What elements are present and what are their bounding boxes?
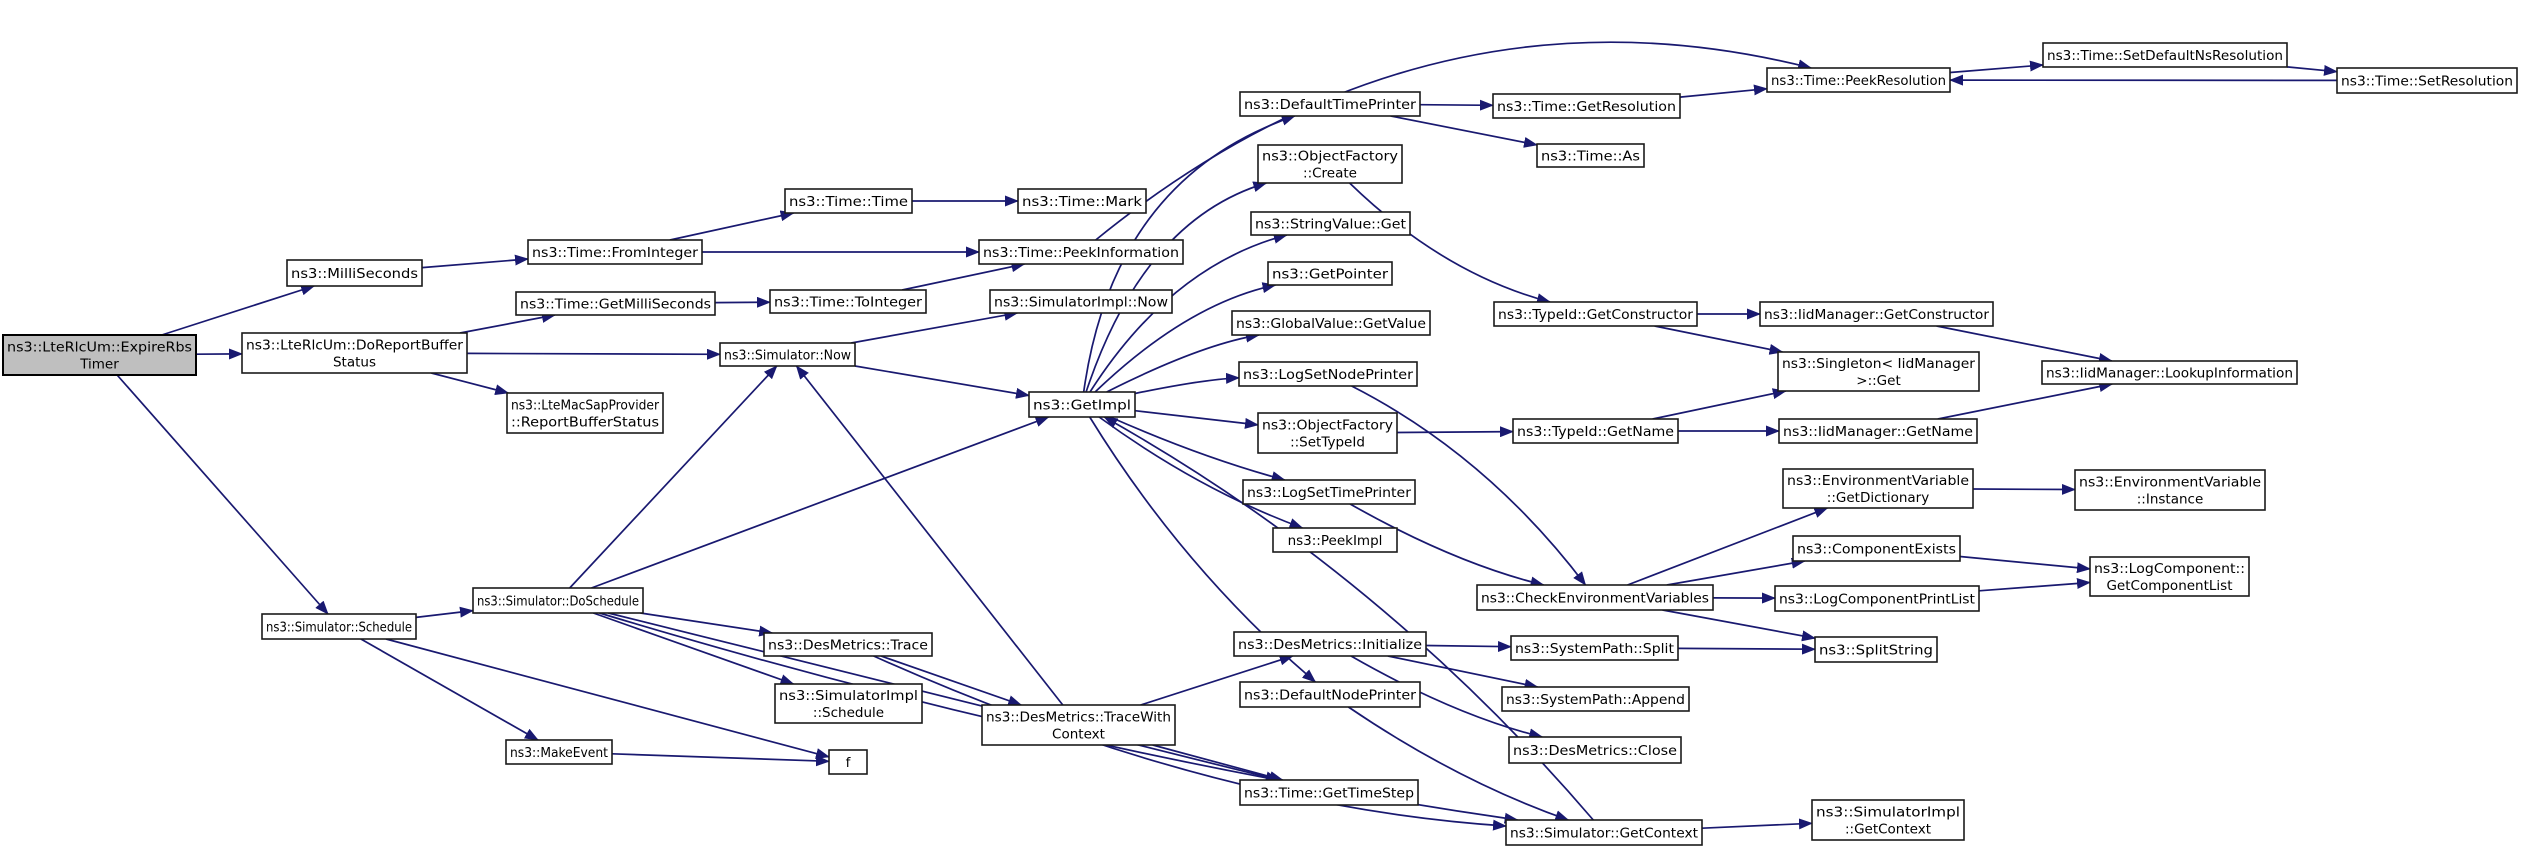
node-label: ns3::ComponentExists xyxy=(1797,541,1956,558)
node-globalvalue[interactable] xyxy=(1232,311,1430,335)
edge-envdict-envinstance xyxy=(1973,489,2075,490)
edge-initialize-syssplit xyxy=(1426,646,1511,647)
edge-simgetctx-simimplgetctx xyxy=(1702,823,1812,828)
edge-getimpl-offsettypeid xyxy=(1135,411,1258,425)
edge-checkenv-splitstring xyxy=(1663,610,1816,638)
node-checkenv[interactable] xyxy=(1477,585,1713,610)
node-getms[interactable] xyxy=(516,292,715,315)
node-f[interactable] xyxy=(829,750,867,774)
edge-makeevent-f xyxy=(612,754,829,762)
node-label: f xyxy=(845,754,851,771)
edge-doreport-reportbuffer xyxy=(431,373,508,393)
node-label: ::ReportBufferStatus xyxy=(511,414,659,431)
node-envdict[interactable] xyxy=(1783,469,1973,508)
node-label: ns3::Simulator::GetContext xyxy=(1510,825,1698,842)
node-simimplgetctx[interactable] xyxy=(1812,800,1964,840)
node-label: ns3::LogComponentPrintList xyxy=(1779,591,1975,608)
node-label: Context xyxy=(1052,726,1105,743)
node-label: ns3::Time::FromInteger xyxy=(532,244,699,261)
node-sysappend[interactable] xyxy=(1502,687,1689,711)
node-simgetctx[interactable] xyxy=(1506,820,1702,845)
node-label: ns3::Time::Time xyxy=(789,193,908,210)
node-envinstance[interactable] xyxy=(2075,470,2265,510)
node-label: ns3::EnvironmentVariable xyxy=(2079,474,2261,491)
node-label: ns3::Time::GetTimeStep xyxy=(1244,785,1414,802)
edge-typeidgetname-singletonget xyxy=(1653,391,1786,419)
node-label: ns3::DesMetrics::Initialize xyxy=(1238,636,1422,653)
node-getpointer[interactable] xyxy=(1268,262,1392,285)
node-getimpl[interactable] xyxy=(1029,392,1135,417)
edge-getimpl-logsetnode xyxy=(1135,378,1239,394)
node-label: >::Get xyxy=(1856,372,1901,389)
node-label: ::GetDictionary xyxy=(1826,489,1930,506)
node-label: Status xyxy=(332,354,377,371)
node-label: ns3::DefaultNodePrinter xyxy=(1244,687,1417,704)
node-label: ns3::LogSetTimePrinter xyxy=(1247,484,1412,501)
node-label: ns3::Time::PeekInformation xyxy=(983,244,1179,261)
node-iidgetname[interactable] xyxy=(1779,419,1977,443)
node-label: ns3::CheckEnvironmentVariables xyxy=(1481,590,1709,607)
node-label: ns3::Time::Mark xyxy=(1022,193,1143,210)
edge-schedule-doschedule xyxy=(416,611,473,618)
node-lookupinfo[interactable] xyxy=(2042,361,2297,384)
node-label: ns3::Singleton< IidManager xyxy=(1782,355,1976,372)
node-syssplit[interactable] xyxy=(1511,636,1678,660)
node-label: ns3::DesMetrics::Trace xyxy=(768,637,928,654)
node-logcomplist[interactable] xyxy=(2090,557,2249,596)
node-label: ns3::DefaultTimePrinter xyxy=(1244,96,1417,113)
node-label: ns3::SimulatorImpl xyxy=(779,687,918,704)
node-tracewc[interactable] xyxy=(982,705,1175,745)
edge-doreport-simnow xyxy=(467,353,720,354)
node-frominteger[interactable] xyxy=(528,240,702,264)
node-label: ns3::Time::As xyxy=(1541,148,1640,165)
nodes xyxy=(3,43,2517,845)
node-singletonget[interactable] xyxy=(1778,352,1979,391)
node-label: ns3::TypeId::GetConstructor xyxy=(1498,306,1694,323)
edge-schedule-makeevent xyxy=(361,639,538,740)
node-logsettime[interactable] xyxy=(1243,480,1415,504)
node-label: ns3::LteRlcUm::ExpireRbs xyxy=(7,339,193,356)
edges xyxy=(117,42,2337,828)
edge-getres-peekres xyxy=(1680,89,1767,97)
edge-logcompprint-logcomplist xyxy=(1979,583,2090,591)
node-logsetnode[interactable] xyxy=(1239,362,1417,386)
node-splitstring[interactable] xyxy=(1815,637,1937,662)
node-label: ns3::GetImpl xyxy=(1033,397,1131,414)
node-label: ::Schedule xyxy=(812,704,885,721)
node-timemark[interactable] xyxy=(1018,189,1146,213)
edge-checkenv-compexists xyxy=(1667,561,1805,585)
edge-simnow-getimpl xyxy=(855,366,1029,396)
node-initialize[interactable] xyxy=(1234,632,1426,656)
node-label: ns3::Time::PeekResolution xyxy=(1771,72,1946,89)
node-getres[interactable] xyxy=(1493,94,1680,118)
node-label: ns3::StringValue::Get xyxy=(1255,216,1406,233)
edge-peekinfo-peekres xyxy=(1096,42,1811,240)
node-label: ns3::LteRlcUm::DoReportBuffer xyxy=(246,337,464,354)
edge-peekres-setdefns xyxy=(1950,65,2043,73)
node-peekres[interactable] xyxy=(1767,68,1950,92)
node-typeidgetctor[interactable] xyxy=(1494,302,1697,326)
node-label: ns3::TypeId::GetName xyxy=(1517,423,1674,440)
node-defaulttime[interactable] xyxy=(1240,92,1420,116)
node-desclose[interactable] xyxy=(1509,737,1681,763)
edge-milliseconds-frominteger xyxy=(422,259,528,268)
node-label: GetComponentList xyxy=(2106,577,2233,594)
node-iidgetctor[interactable] xyxy=(1760,302,1993,326)
node-logcompprint[interactable] xyxy=(1775,586,1979,611)
edge-setdefns-setres xyxy=(2287,67,2337,72)
node-label: ns3::LogComponent:: xyxy=(2094,560,2245,577)
node-simimplsched[interactable] xyxy=(775,684,922,723)
node-label: ::Create xyxy=(1303,165,1357,182)
node-label: ::SetTypeId xyxy=(1290,434,1365,451)
node-label: ns3::SimulatorImpl::Now xyxy=(994,294,1168,311)
node-doschedule[interactable] xyxy=(473,588,643,613)
node-gettimestep[interactable] xyxy=(1240,780,1418,805)
node-compexists[interactable] xyxy=(1793,536,1960,561)
node-label: ns3::Time::ToInteger xyxy=(774,294,923,311)
edge-defaulttime-timeas xyxy=(1391,116,1537,145)
node-offcreate[interactable] xyxy=(1258,145,1402,183)
node-label: ns3::Time::SetDefaultNsResolution xyxy=(2047,47,2283,64)
node-milliseconds[interactable] xyxy=(287,260,422,286)
node-reportbuffer[interactable] xyxy=(507,393,663,433)
node-label: ns3::PeekImpl xyxy=(1287,532,1383,549)
edge-expire-schedule xyxy=(117,375,328,614)
node-label: ns3::Time::GetResolution xyxy=(1497,98,1676,115)
edge-tracewc-gettimestep xyxy=(1153,745,1283,780)
edge-typeidgetctor-singletonget xyxy=(1655,326,1783,352)
node-stringget[interactable] xyxy=(1251,212,1410,235)
node-label: ns3::Time::SetResolution xyxy=(2341,73,2513,90)
edge-doschedule-getimpl xyxy=(591,417,1048,588)
edge-frominteger-timetime xyxy=(670,213,794,240)
node-simimplnow[interactable] xyxy=(990,290,1172,313)
node-label: ns3::Simulator::DoSchedule xyxy=(477,593,639,610)
node-label: ns3::Simulator::Schedule xyxy=(266,619,412,636)
node-offsettypeid[interactable] xyxy=(1258,413,1397,453)
node-setdefns[interactable] xyxy=(2043,43,2287,67)
node-label: ns3::GlobalValue::GetValue xyxy=(1236,315,1426,332)
node-label: ns3::IidManager::GetConstructor xyxy=(1764,306,1990,323)
node-label: ns3::ObjectFactory xyxy=(1262,148,1399,165)
edge-defaulttime-getres xyxy=(1420,105,1493,106)
node-label: Timer xyxy=(80,356,119,373)
node-simnow[interactable] xyxy=(720,343,855,366)
edge-doschedule-trace xyxy=(640,613,772,633)
edge-compexists-logcomplist xyxy=(1960,557,2090,569)
node-label: ::GetContext xyxy=(1844,821,1932,838)
node-trace[interactable] xyxy=(764,633,932,656)
edge-doreport-getms xyxy=(460,315,555,333)
edge-tointeger-peekinfo xyxy=(902,264,1024,290)
node-setres[interactable] xyxy=(2337,68,2517,93)
edge-syssplit-splitstring xyxy=(1678,648,1815,649)
node-typeidgetname[interactable] xyxy=(1513,419,1678,443)
node-label: ns3::SystemPath::Append xyxy=(1506,691,1685,708)
node-makeevent[interactable] xyxy=(506,740,612,764)
node-label: ns3::IidManager::GetName xyxy=(1783,423,1973,440)
node-label: ns3::DesMetrics::TraceWith xyxy=(986,709,1171,726)
node-label: ns3::GetPointer xyxy=(1272,266,1389,283)
edge-doschedule-gettimestep xyxy=(608,613,1279,780)
node-label: ns3::IidManager::LookupInformation xyxy=(2046,365,2293,382)
node-defaultnode[interactable] xyxy=(1240,682,1420,707)
node-label: ns3::MakeEvent xyxy=(510,744,608,761)
node-peekinfo[interactable] xyxy=(979,240,1183,264)
node-label: ns3::DesMetrics::Close xyxy=(1513,742,1677,759)
node-label: ns3::ObjectFactory xyxy=(1262,417,1394,434)
node-timeas[interactable] xyxy=(1537,144,1644,167)
node-label: ns3::SplitString xyxy=(1819,642,1933,659)
edge-expire-milliseconds xyxy=(162,286,314,335)
node-label: ns3::MilliSeconds xyxy=(291,265,418,282)
node-doreport[interactable] xyxy=(242,333,467,373)
node-expire xyxy=(3,335,196,375)
node-label: ns3::LogSetNodePrinter xyxy=(1243,366,1414,383)
node-timetime[interactable] xyxy=(785,189,912,213)
edge-offsettypeid-typeidgetname xyxy=(1397,432,1513,433)
node-tointeger[interactable] xyxy=(770,290,926,313)
node-label: ns3::EnvironmentVariable xyxy=(1787,472,1969,489)
node-label: ns3::SimulatorImpl xyxy=(1816,804,1960,821)
node-peekimpl[interactable] xyxy=(1273,528,1397,552)
edge-simnow-simimplnow xyxy=(851,313,1017,343)
node-label: ::Instance xyxy=(2136,491,2204,508)
node-schedule[interactable] xyxy=(262,614,416,639)
edge-getimpl-globalvalue xyxy=(1107,335,1259,392)
node-label: ns3::LteMacSapProvider xyxy=(511,397,660,414)
node-label: ns3::Time::GetMilliSeconds xyxy=(520,296,711,313)
node-label: ns3::SystemPath::Split xyxy=(1515,640,1674,657)
node-label: ns3::Simulator::Now xyxy=(724,347,851,364)
